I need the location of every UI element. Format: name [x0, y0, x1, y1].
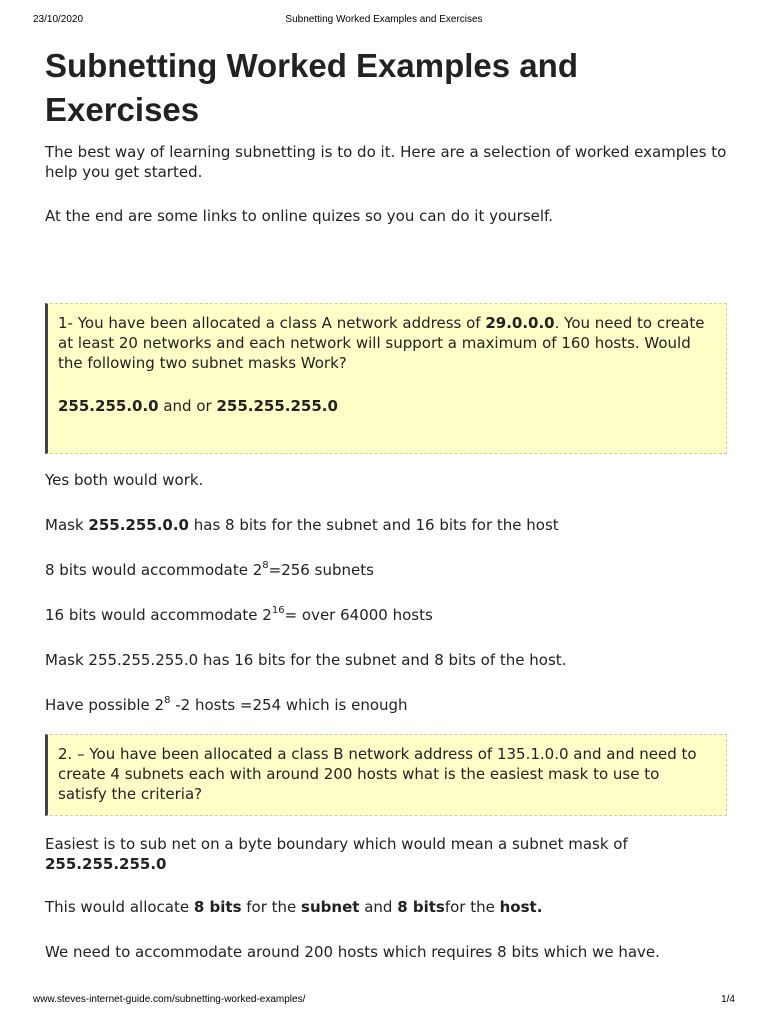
answer-2-line	[45, 834, 730, 874]
answer-1-line	[45, 605, 730, 625]
print-footer	[0, 994, 768, 1010]
subnet-mask: 255.255.0.0	[58, 397, 159, 415]
answer-1-line	[45, 515, 730, 535]
question-text: . You need to create at least 20 networks and each network will support a maximum of 160 hosts. Would the following two subnet masks Work?	[58, 314, 705, 372]
answer-text: 16 bits would accommodate 2	[45, 606, 272, 624]
connector-text: and or	[158, 397, 217, 415]
print-date: 23/10/2020	[33, 14, 84, 25]
page-title: Subnetting Worked Examples and Exercises	[45, 47, 578, 128]
print-header	[0, 14, 768, 30]
print-title: Subnetting Worked Examples and Exercises	[285, 14, 483, 25]
answer-text: = over 64000 hosts	[284, 606, 433, 624]
answer-text: This would allocate	[45, 898, 194, 916]
article-body	[45, 44, 730, 962]
answer-text: Easiest is to sub net on a byte boundary which would mean a subnet mask of	[45, 835, 628, 853]
subnet-mask: 255.255.0.0	[88, 516, 189, 534]
exponent: 8	[262, 560, 269, 571]
answer-text: for the	[241, 898, 302, 916]
answer-1-line	[45, 695, 730, 715]
answer-text: Mask	[45, 516, 89, 534]
question-text: 1- You have been allocated a class A network address of	[58, 314, 486, 332]
question-1-box	[45, 303, 727, 454]
intro-paragraph-quizzes: At the end are some links to online quizes so you can do it yourself.	[45, 207, 554, 225]
question-2-text: 2. – You have been allocated a class B network address of 135.1.0.0 and and need to create 4 subnets each with around 200 hosts what is the easiest mask to use to satisfy the criteria?	[58, 745, 697, 803]
subnet-mask: 255.255.255.0	[216, 397, 338, 415]
intro-paragraph: The best way of learning subnetting is to do it. Here are a selection of worked examples to help you get started.	[45, 143, 727, 181]
answer-text: Have possible 2	[45, 696, 165, 714]
question-1-text	[58, 313, 712, 373]
bits-emphasis: 8 bits	[397, 898, 445, 916]
answer-1-line	[45, 560, 730, 580]
answer-text: =256 subnets	[268, 561, 374, 579]
exponent: 16	[271, 605, 285, 616]
answer-1-line: Yes both would work.	[45, 471, 204, 489]
question-2-box	[45, 734, 727, 816]
subnet-mask: 255.255.255.0	[45, 855, 167, 873]
network-address: 29.0.0.0	[485, 314, 555, 332]
question-1-masks	[58, 396, 712, 416]
answer-2-line	[45, 897, 730, 917]
answer-1-line: Mask 255.255.255.0 has 16 bits for the subnet and 8 bits of the host.	[45, 651, 567, 669]
source-url: www.steves-internet-guide.com/subnetting-worked-examples/	[33, 994, 306, 1005]
answer-text: 8 bits would accommodate 2	[45, 561, 263, 579]
host-emphasis: host.	[499, 898, 543, 916]
page-number: 1/4	[721, 994, 735, 1005]
answer-text: and	[359, 898, 398, 916]
bits-emphasis: 8 bits	[193, 898, 242, 916]
exponent: 8	[164, 695, 171, 706]
answer-text: -2 hosts =254 which is enough	[170, 696, 408, 714]
subnet-emphasis: subnet	[301, 898, 360, 916]
answer-2-line: We need to accommodate around 200 hosts which requires 8 bits which we have.	[45, 943, 660, 961]
answer-text: for the	[444, 898, 500, 916]
answer-text: has 8 bits for the subnet and 16 bits for the host	[189, 516, 559, 534]
